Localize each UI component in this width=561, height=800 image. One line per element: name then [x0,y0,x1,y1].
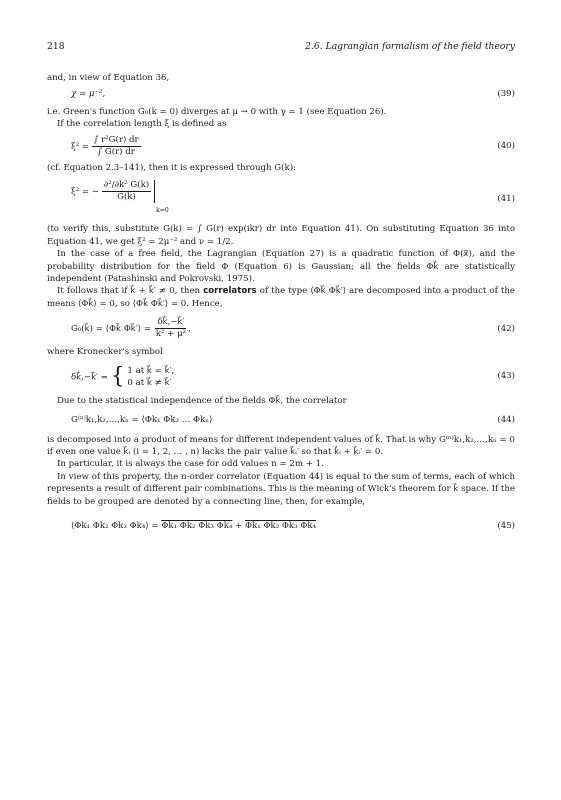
equation-number: (42) [497,323,515,334]
plus-sign: + [235,520,243,531]
equation-lhs: G₀(k⃗) = ⟨Φk⃗ Φk⃗′⟩ = [71,324,152,335]
left-brace: { [110,363,125,389]
equation-42 [47,317,515,340]
equation-43 [47,365,515,389]
paragraph [47,285,515,310]
equation-body: χ = μ⁻², [71,89,106,100]
equation-number: (41) [497,193,515,204]
paragraph: (to verify this, substitute G(k) = ∫ G(r) exp(ikr) dr into Equation 41). On substituting Equation 36 into Equation 41, we get ξ² = 2μ⁻² and ν = 1/2. [47,224,515,247]
paragraph: i.e. Green's function G₀(k = 0) diverges at μ → 0 with γ = 1 (see Equation 26). [47,106,387,117]
denominator: G(k) [117,192,136,203]
equation-41 [47,180,515,217]
paragraph: and, in view of Equation 36, [47,73,170,83]
case-line: 0 at k⃗ ≠ k⃗′ [127,377,172,388]
page-body [47,72,515,532]
equation-45 [47,520,515,532]
equation-lhs: ⟨Φk₁ Φk₂ Φk₃ Φk₄⟩ = [71,520,159,531]
text-run: of the type ⟨Φk⃗ Φk⃗′⟩ are decomposed into a product of the means ⟨Φk⃗⟩ = 0, so ⟨Φk⃗ Φk⃗′⟩ = 0. Hence, [47,286,515,309]
equation-lhs: δk⃗,−k⃗′ = [71,372,108,383]
equation-number: (40) [497,140,515,151]
equation-number: (45) [497,520,515,531]
equation-39 [47,88,515,100]
equation-lhs: ξ² = − [71,187,100,198]
equation-body: G⁽ⁿ⁾k₁,k₂,…,kₙ = ⟨Φk₁ Φk₂ … Φkₙ⟩ [71,415,213,426]
fraction [102,180,151,203]
evaluation-bar [102,180,155,203]
fraction [154,317,188,340]
running-header [47,41,515,53]
denominator: ∫ G(r) dr [97,146,135,157]
defined-term: correlators [203,286,257,297]
equation-number: (39) [497,89,515,100]
evaluation-point: k=0 [156,207,169,215]
numerator: ∫ r²G(r) dr [93,134,139,145]
wick-term: Φk₁ Φk₂ Φk₃ Φk₄ [245,520,317,531]
case-line: 1 at k⃗ = k⃗′, [127,365,175,376]
page-number: 218 [47,41,65,52]
text-run: It follows that if k⃗ + k⃗′ ≠ 0, then [57,286,201,297]
denominator: k² + μ² [155,329,187,340]
wick-term: Φk₁ Φk₂ Φk₃ Φk₄ [161,520,233,531]
section-title: 2.6. Lagrangian formalism of the field theory [305,41,515,52]
paragraph: Due to the statistical independence of the fields Φk⃗, the correlator [57,395,347,406]
numerator: ∂²/∂k² G(k) [103,180,150,191]
equation-number: (44) [497,415,515,426]
paragraph: If the correlation length ξ is defined as [57,119,227,130]
equation-lhs: ξ² = [71,141,90,152]
cases [127,365,174,389]
equation-tail: , [188,324,191,335]
numerator: δk⃗,−k⃗′ [157,317,185,328]
paragraph: where Kronecker's symbol [47,347,163,358]
paragraph: In particular, it is always the case for odd values n = 2m + 1. [57,459,324,470]
equation-number: (43) [497,371,515,382]
equation-44 [47,414,515,426]
paragraph: (cf. Equation 2.3–141), then it is expressed through G(k): [47,162,296,173]
fraction [92,135,141,158]
paragraph: In the case of a free field, the Lagrangian (Equation 27) is a quadratic function of Φ(x⃗), and the probability distribution for the field Φ (Equation 6) is Gaussian; all the fields Φk⃗ are statistically independent (Patashinski and Pokrovski, 1975). [47,249,515,285]
paragraph: is decomposed into a product of means for different independent values of k⃗. That is why G⁽ⁿ⁾k₁,k₂,…,kₙ = 0 if even one value k⃗ᵢ (i = 1, 2, … , n) lacks the pair value k⃗ᵢ′ so that k⃗ᵢ + k⃗ᵢ′ = 0. [47,434,515,457]
equation-40 [47,135,515,158]
paragraph: In view of this property, the n-order correlator (Equation 44) is equal to the sum of terms, each of which represents a result of different pair combinations. This is the meaning of Wick's theorem for k⃗ space. If the fields to be grouped are denoted by a connecting line, then, for example, [47,471,515,507]
